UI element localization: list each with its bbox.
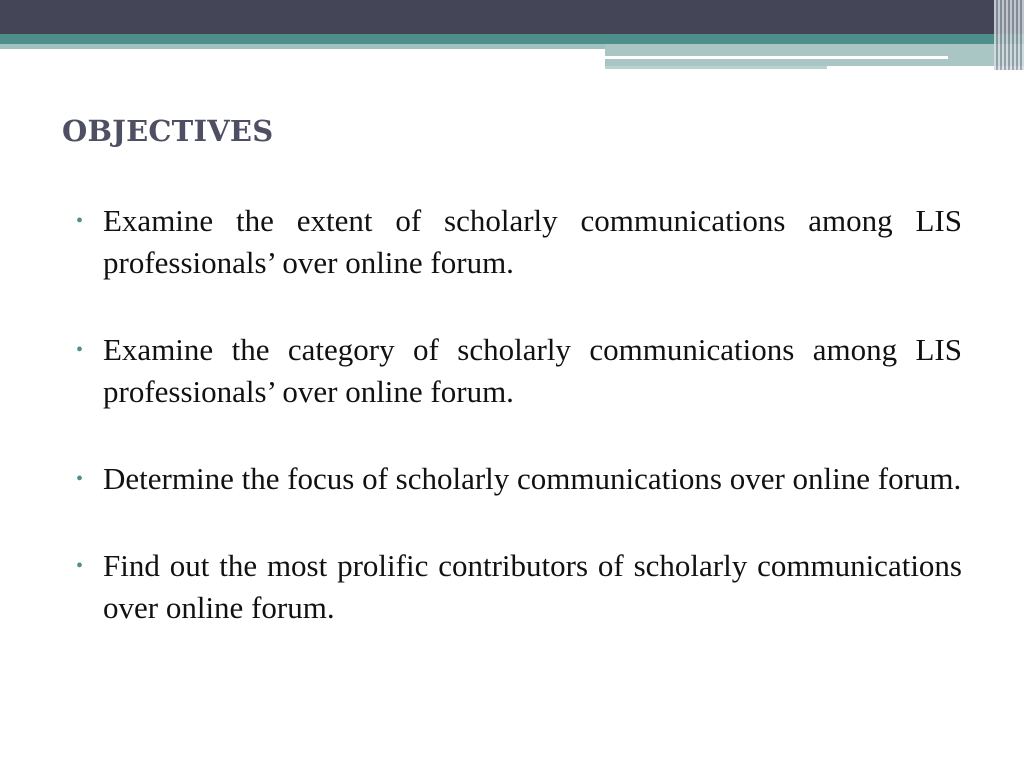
bullet-text: Examine the category of scholarly communications among LIS professionals’ over online forum. bbox=[103, 332, 962, 409]
bullet-marker-icon: • bbox=[76, 339, 84, 361]
header-teal-band bbox=[0, 34, 1024, 44]
bullet-text: Find out the most prolific contributors of scholarly communications over online forum. bbox=[103, 548, 962, 625]
header-light-band bbox=[0, 44, 605, 49]
bullet-item bbox=[76, 200, 962, 284]
bullet-marker-icon: • bbox=[76, 468, 84, 490]
bullet-marker-icon: • bbox=[76, 555, 84, 577]
header-stripes-decoration bbox=[994, 0, 1024, 70]
header-right-line bbox=[605, 56, 948, 59]
bullet-text: Examine the extent of scholarly communications among LIS professionals’ over online forum. bbox=[103, 203, 962, 280]
bullet-list bbox=[76, 200, 962, 674]
bullet-marker-icon: • bbox=[76, 210, 84, 232]
header-dark-band bbox=[0, 0, 1024, 34]
bullet-item bbox=[76, 545, 962, 629]
bullet-item bbox=[76, 458, 962, 500]
bullet-item bbox=[76, 329, 962, 413]
header-right-line bbox=[605, 66, 827, 69]
bullet-text: Determine the focus of scholarly communications over online forum. bbox=[103, 461, 962, 496]
slide-title: OBJECTIVES bbox=[62, 114, 274, 148]
header-right-block bbox=[605, 44, 1024, 66]
